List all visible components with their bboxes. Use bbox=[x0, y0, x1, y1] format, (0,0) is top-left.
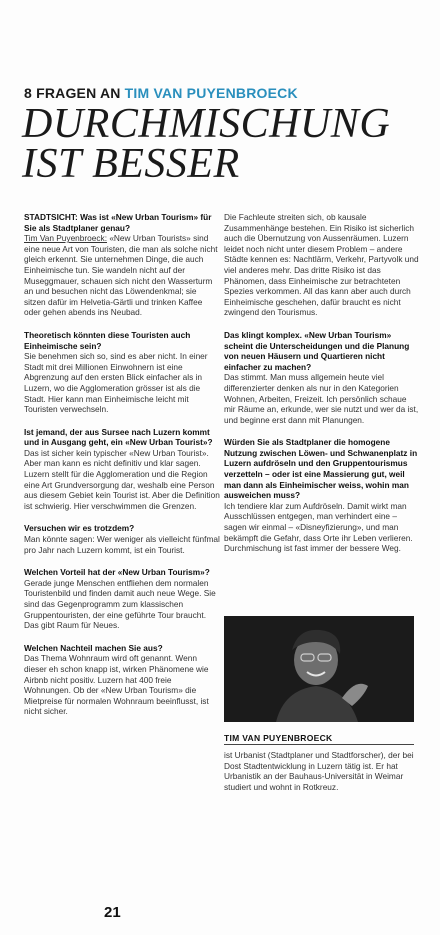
answer-7: Das stimmt. Man muss allgemein heute viel differenzierter denken als nur in den Kategorien Wohnen, Arbeiten, Freizeit. Ich persönlich schaue mir Räume an, erkunde, wer sie nutzt und wer da ist, und beginne erst dann mit Planungen. bbox=[224, 372, 419, 425]
bio-divider bbox=[224, 744, 414, 745]
bio-name: TIM VAN PUYENBROECK bbox=[224, 733, 333, 743]
answer-2: Sie benehmen sich so, sind es aber nicht. In einer Stadt mit drei Millionen Einwohnern ist eine Abgrenzung auf den ersten Blick einfacher als in Luzern, wo die Agglomeration grösser ist als die Stadt. Hier kann man Einheimische leicht mit Touristen verwechseln. bbox=[24, 351, 208, 415]
portrait-illustration bbox=[224, 616, 414, 722]
question-6: Welchen Nachteil machen Sie aus? bbox=[24, 642, 163, 653]
page-number: 21 bbox=[104, 904, 121, 921]
answer-3: Das ist sicher kein typischer «New Urban Tourist». Aber man kann es nicht definitiv und klar sagen. Luzern stellt für die Agglomeration und die Region eine Art Grundversorgung dar, weshalb eine Person aus diesem Gebiet kein Tourist ist. Aber die Definition ist schwierig. Hier verschwimmen die Grenzen. bbox=[24, 447, 220, 511]
kicker-prefix: 8 FRAGEN AN bbox=[24, 85, 125, 101]
bio-text: ist Urbanist (Stadtplaner und Stadtforscher), der bei Dost Stadtentwicklung in Luzern tätig ist. Er hat Urbanistik an der Bauhaus-Universität in Weimar studiert und wohnt in Rotkreuz. bbox=[224, 750, 414, 792]
text-column-right bbox=[224, 212, 420, 566]
question-1: STADTSICHT: Was ist «New Urban Tourism» für Sie als Stadtplaner genau? bbox=[24, 212, 212, 233]
answer-6: Das Thema Wohnraum wird oft genannt. Wenn dieser eh schon knapp ist, wirken Phänomene wie Airbnb nicht positiv. Luzern hat 400 freie Wohnungen. Ob der «New Urban Tourism» die Mietpreise für normalen Wohnraum beeinflusst, ist nicht sicher. bbox=[24, 653, 209, 717]
question-4: Versuchen wir es trotzdem? bbox=[24, 523, 135, 534]
answer-8: Ich tendiere klar zum Aufdröseln. Damit wirkt man Ausschlüssen entgegen, man verhindert eine – sagen wir einmal – «Disneyfizierung», und man bekämpft die Gefahr, dass Orte ihr Leben verlieren. Durchmischung ist fast immer der bessere Weg. bbox=[224, 500, 413, 554]
answer-5: Gerade junge Menschen entfliehen dem normalen Touristenbild und finden damit auch neue Wege. Sie sind das Gegenprogramm zum klassischen Gruppentouristen, der eine geführte Tour braucht. Das gibt Raum für Neues. bbox=[24, 577, 216, 631]
text-column-left bbox=[24, 212, 220, 729]
answer-1-text: «New Urban Tourists» sind eine neue Art von Touristen, die man als solche nicht gleich erkennt. Sie unternehmen Dinge, die auch Einheimische tun. Sie wandeln nicht auf der Museggmauer, schauen sich nicht den Wasserturm an und besuchen nicht das Löwendenkmal; sie sitzen dafür im Helvetia-Gärtli und trinken Kaffee oder gehen abends ins Neubad. bbox=[24, 233, 218, 318]
portrait-photo bbox=[224, 616, 414, 722]
kicker-interviewee-name: TIM VAN PUYENBROECK bbox=[124, 85, 298, 101]
answer-1-speaker: Tim Van Puyenbroeck: bbox=[24, 233, 108, 244]
answer-1 bbox=[24, 233, 220, 318]
question-3: Ist jemand, der aus Sursee nach Luzern kommt und in Ausgang geht, ein «New Urban Tourist»? bbox=[24, 426, 213, 448]
question-2: Theoretisch könnten diese Touristen auch Einheimische sein? bbox=[24, 329, 191, 351]
interview-kicker bbox=[24, 85, 298, 101]
answer-6-continued: Die Fachleute streiten sich, ob kausale Zusammenhänge bestehen. Ein Risiko ist sicherlich auch die Übernutzung von Aussenräumen. Luzern leidet noch nicht unter diesem Problem – andere Städte kennen es: Nachtlärm, Verkehr, Partyvolk und viel anderes mehr. Das dritte Risiko ist das Phänomen, dass Einheimische zur betrachteten Spezies verkommen. All das kann aber auch durch Einheimische geschehen, dafür braucht es nicht zwingend den Tourismus. bbox=[224, 212, 419, 318]
headline-line-2: IST BESSER bbox=[22, 141, 240, 187]
answer-4: Man könnte sagen: Wer weniger als vielleicht fünfmal pro Jahr nach Luzern kommt, ist ein Tourist. bbox=[24, 534, 220, 555]
question-8: Würden Sie als Stadtplaner die homogene Nutzung zwischen Löwen- und Schwanenplatz in Luzern aufdröseln und den Gruppentourismus verzetteln – oder ist eine Massierung gut, weil man dann als Einheimischer weiss, wohin man ausweichen muss? bbox=[224, 437, 418, 501]
headline bbox=[22, 101, 422, 187]
question-5: Welchen Vorteil hat der «New Urban Tourism»? bbox=[24, 567, 210, 578]
headline-line-1: DURCHMISCHUNG bbox=[22, 101, 391, 147]
question-7: Das klingt komplex. «New Urban Tourism» scheint die Unterscheidungen und die Planung von neuen Häusern und Quartieren nicht einfacher zu machen? bbox=[224, 329, 410, 372]
